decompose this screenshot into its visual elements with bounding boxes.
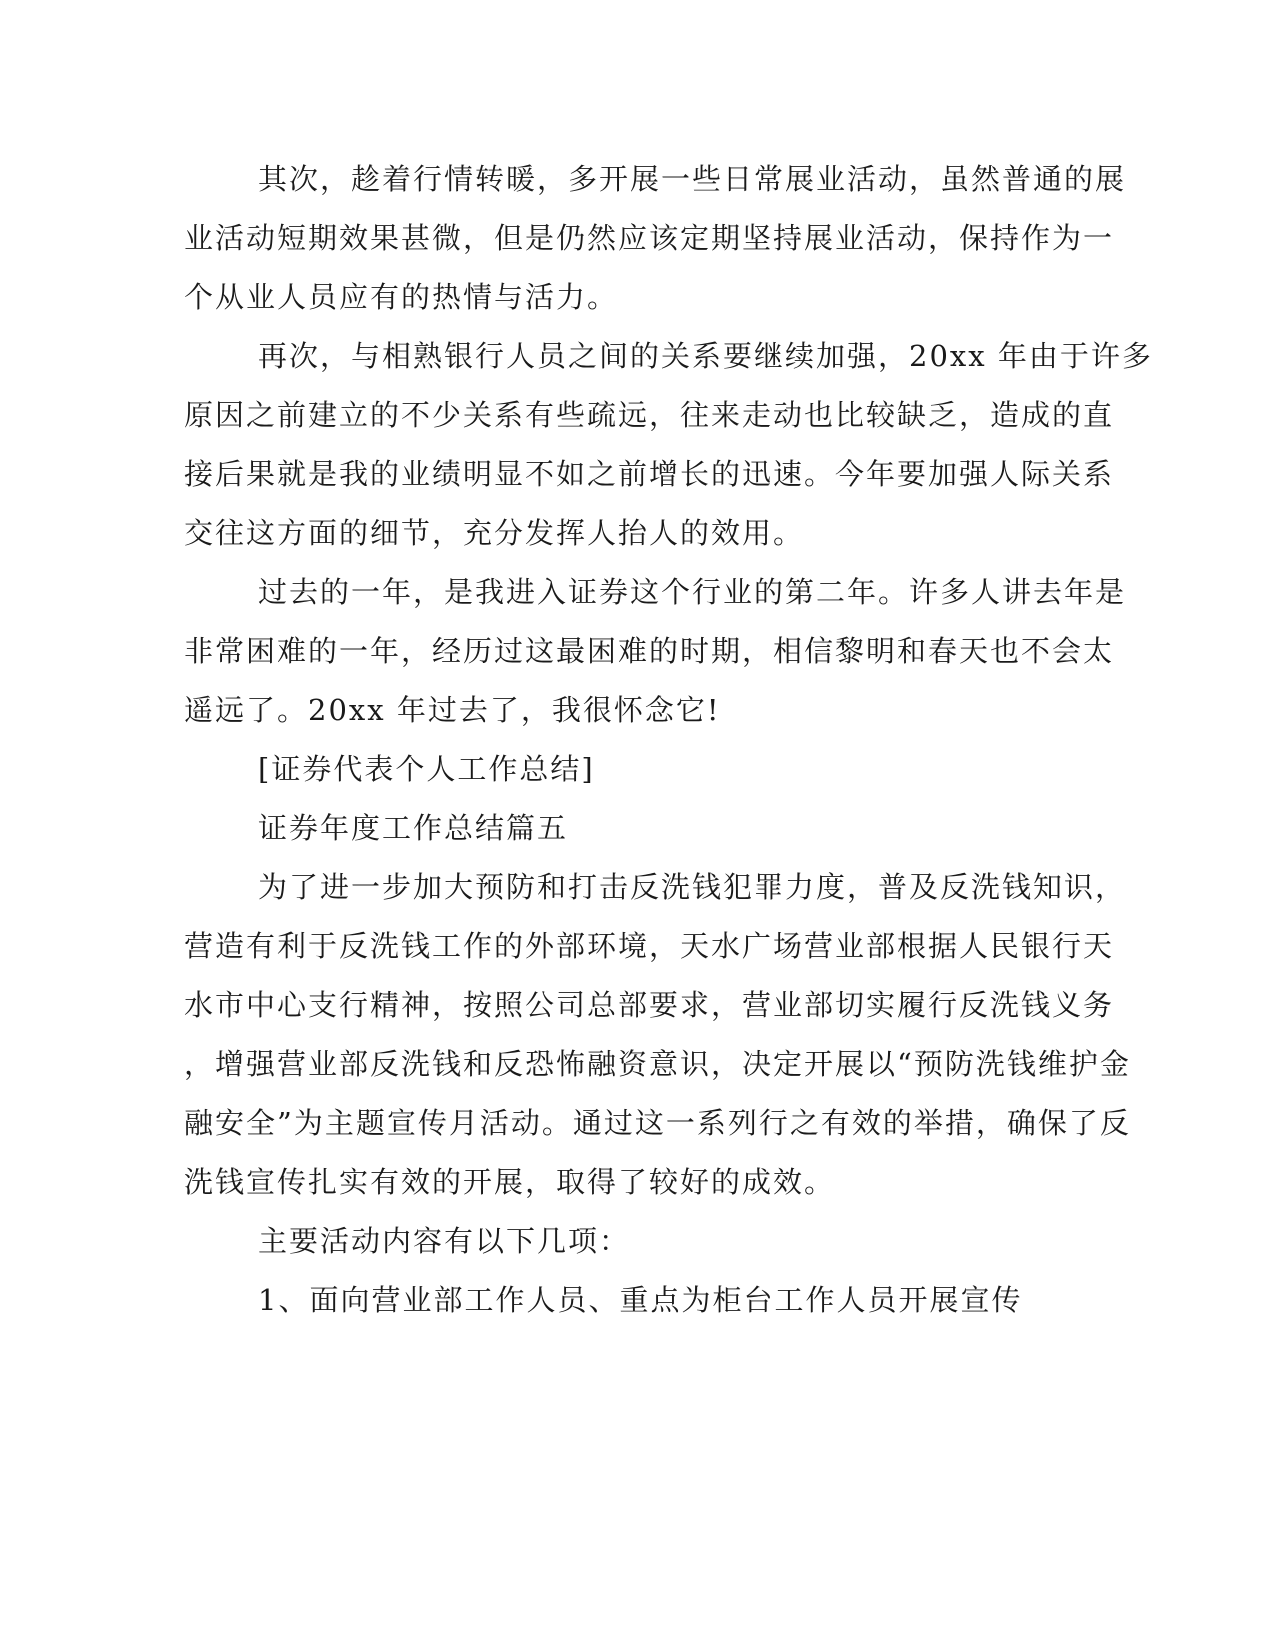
text-line: 为了进一步加大预防和打击反洗钱犯罪力度，普及反洗钱知识， bbox=[258, 870, 1127, 904]
text-line: 业活动短期效果甚微，但是仍然应该定期坚持展业活动，保持作为一 bbox=[184, 221, 1115, 255]
paragraph bbox=[184, 563, 1127, 740]
text-line: 1、面向营业部工作人员、重点为柜台工作人员开展宣传 bbox=[258, 1283, 1023, 1317]
text-line: 融安全”为主题宣传月活动。通过这一系列行之有效的举措，确保了反 bbox=[184, 1106, 1131, 1140]
text-line: 证券年度工作总结篇五 bbox=[258, 811, 569, 845]
text-line: 交往这方面的细节，充分发挥人抬人的效用。 bbox=[184, 516, 805, 550]
document-body bbox=[184, 150, 1153, 1330]
text-line: 洗钱宣传扎实有效的开展，取得了较好的成效。 bbox=[184, 1165, 836, 1199]
text-line: [证券代表个人工作总结] bbox=[258, 752, 595, 786]
paragraph bbox=[184, 740, 1064, 799]
paragraph bbox=[184, 799, 1064, 858]
paragraph bbox=[184, 1271, 1064, 1330]
text-line: 原因之前建立的不少关系有些疏远，往来走动也比较缺乏，造成的直 bbox=[184, 398, 1115, 432]
text-line: 主要活动内容有以下几项： bbox=[258, 1224, 631, 1258]
text-line: 接后果就是我的业绩明显不如之前增长的迅速。今年要加强人际关系 bbox=[184, 457, 1115, 491]
text-line: 非常困难的一年，经历过这最困难的时期，相信黎明和春天也不会太 bbox=[184, 634, 1115, 668]
text-line: 水市中心支行精神，按照公司总部要求，营业部切实履行反洗钱义务 bbox=[184, 988, 1115, 1022]
text-line: 个从业人员应有的热情与活力。 bbox=[184, 280, 619, 314]
paragraph bbox=[184, 1212, 1064, 1271]
text-line: 其次，趁着行情转暖，多开展一些日常展业活动，虽然普通的展 bbox=[258, 162, 1127, 196]
text-line: 遥远了。20xx 年过去了，我很怀念它! bbox=[184, 693, 721, 727]
paragraph bbox=[184, 150, 1127, 327]
paragraph bbox=[184, 327, 1153, 563]
text-line: 过去的一年，是我进入证券这个行业的第二年。许多人讲去年是 bbox=[258, 575, 1127, 609]
text-line: ，增强营业部反洗钱和反恐怖融资意识，决定开展以“预防洗钱维护金 bbox=[184, 1047, 1131, 1081]
paragraph bbox=[184, 858, 1131, 1212]
text-line: 营造有利于反洗钱工作的外部环境，天水广场营业部根据人民银行天 bbox=[184, 929, 1115, 963]
text-line: 再次，与相熟银行人员之间的关系要继续加强，20xx 年由于许多 bbox=[258, 339, 1153, 373]
